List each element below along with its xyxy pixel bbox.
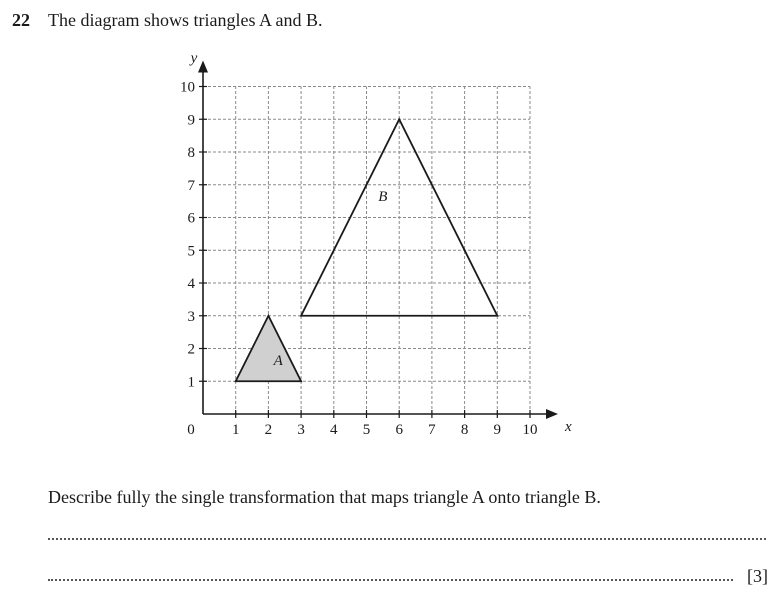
answer-line-1[interactable] [48, 538, 766, 540]
x-tick-label: 6 [395, 422, 403, 438]
x-tick-label: 9 [493, 422, 502, 438]
x-tick-label: 5 [362, 422, 371, 438]
y-tick-label: 8 [187, 145, 195, 161]
x-tick-label: 3 [297, 422, 305, 438]
y-tick-label: 5 [187, 243, 195, 260]
marks-label: [3] [747, 566, 768, 586]
y-tick-label: 4 [187, 276, 195, 292]
question-prompt: Describe fully the single transformation that maps triangle A onto triangle B. [48, 487, 601, 507]
answer-line-2[interactable] [48, 579, 733, 581]
y-tick-label: 7 [187, 177, 195, 194]
y-tick-label: 2 [187, 341, 195, 358]
question-text: The diagram shows triangles A and B. [48, 10, 323, 30]
origin-label: 0 [187, 422, 195, 438]
question-number: 22 [12, 10, 30, 30]
x-tick-label: 10 [522, 422, 538, 438]
triangle-a-label: A [273, 352, 283, 369]
y-tick-label: 1 [187, 374, 195, 391]
x-tick-label: 8 [460, 422, 469, 438]
y-axis-arrow [198, 61, 208, 73]
x-tick-label: 1 [231, 422, 240, 438]
x-tick-label: 2 [264, 422, 273, 438]
x-tick-label: 7 [428, 422, 436, 438]
y-tick-label: 6 [187, 210, 195, 227]
y-tick-label: 9 [187, 112, 195, 129]
y-tick-label: 3 [187, 308, 195, 325]
triangle-b-label: B [378, 189, 388, 206]
y-tick-label: 10 [180, 79, 195, 96]
x-axis-label: x [565, 419, 572, 435]
y-axis-label: y [190, 50, 198, 67]
x-tick-label: 4 [330, 422, 338, 438]
x-axis-arrow [546, 409, 558, 419]
